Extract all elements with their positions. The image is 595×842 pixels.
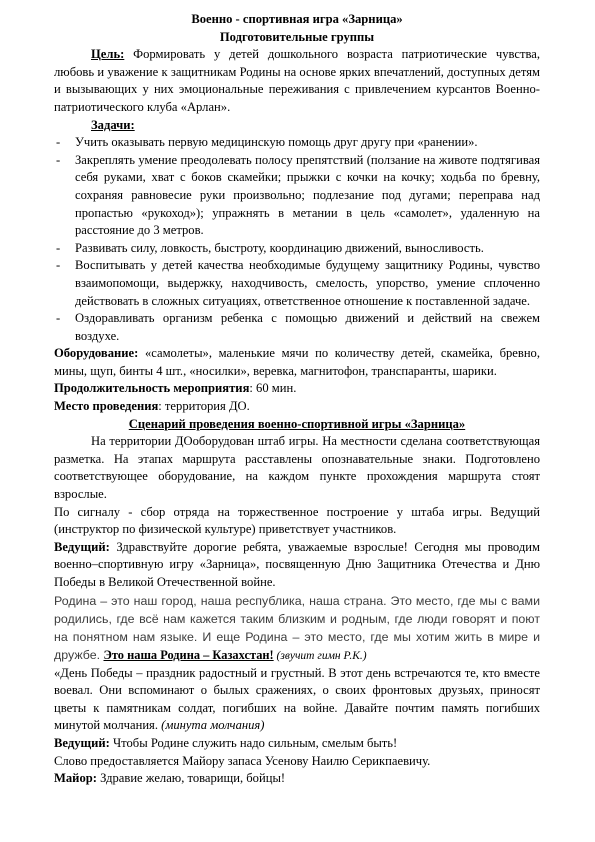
host-label: Ведущий: [54, 539, 110, 554]
equipment-paragraph [54, 345, 540, 380]
doc-title: Военно - спортивная игра «Зарница» [191, 12, 403, 26]
floor-paragraph: Слово предоставляется Майору запаса Усенову Наилю Серикпаевичу. [54, 753, 431, 768]
tasks-list [54, 134, 540, 345]
host-call [54, 735, 540, 753]
host-text: Здравствуйте дорогие ребята, уважаемые взрослые! Сегодня мы проводим военно–спортивную игру «Зарница», посвященную Дню Защитника Отечества и Дню Победы в Великой Отечественной войне. [54, 539, 540, 589]
duration-label: Продолжительность мероприятия [54, 381, 250, 396]
document-content [54, 11, 540, 788]
equipment-label: Оборудование: [54, 346, 139, 361]
place-label: Место проведения [54, 399, 159, 414]
tasks-label: Задачи: [91, 117, 135, 132]
place-paragraph [54, 398, 540, 416]
goal-text: Формировать у детей дошкольного возраста патриотические чувства, любовь и уважение к защитникам Родины на основе ярких впечатлений, доступных детям и вызывающих у них эмоциональные переживания с привлечением курсантов Военно-патриотического клуба «Арлан». [54, 47, 540, 114]
host-label-2: Ведущий: [54, 735, 110, 750]
motherland-paragraph [54, 592, 540, 665]
list-item: - Учить оказывать первую медицинскую помощь друг другу при «ранении». [54, 134, 540, 152]
doc-subtitle: Подготовительные группы [219, 29, 375, 44]
host-text-2: Чтобы Родине служить надо сильным, смелым быть! [109, 735, 398, 750]
victory-paragraph [54, 665, 540, 735]
duration-text: : 60 мин. [249, 381, 297, 396]
list-item: - Развивать силу, ловкость, быстроту, координацию движений, выносливость. [54, 240, 540, 258]
motherland-bold: Это наша Родина – Казахстан! [103, 647, 274, 662]
goal-paragraph [54, 46, 540, 116]
intro-paragraph: На территории ДОоборудован штаб игры. На местности сделана соответствующая разметка. На этапах маршрута расставлены опознавательные знаки. Подготовлено соответствующее оборудование, на каждом пункте прохождения маршрута стоят взрослые. [54, 434, 540, 502]
major-label: Майор: [54, 771, 97, 786]
list-item: - Оздоравливать организм ребенка с помощью движений и действий на свежем воздухе. [54, 310, 540, 345]
duration-paragraph [54, 380, 540, 398]
host-greeting [54, 539, 540, 592]
list-item: - Закреплять умение преодолевать полосу препятствий (ползание на животе подтягивая себя руками, хват с боков скамейки; прыжки с кочки на кочку; ходьба по бревну, сохраняя равновесие руки произвольно; подлезание под дугами; переправа над пропастью «рукоход»); упражнять в метании в цель «самолет», удаленную на расстояние до 3 метров. [54, 152, 540, 240]
major-paragraph [54, 770, 540, 788]
motherland-text: Родина – это наш город, наша республика, наша страна. Это место, где мы с вами родились, где всё нам кажется таким близким и родным, где люди говорят и поют на понятном нам языке. И еще Родина – это место, где мы хотим жить в мире и дружбе. [54, 593, 540, 662]
major-text: Здравие желаю, товарищи, бойцы! [96, 771, 286, 786]
place-text: : территория ДО. [158, 399, 250, 414]
goal-label: Цель: [91, 47, 125, 62]
scenario-title: Сценарий проведения военно-спортивной игры «Зарница» [128, 416, 466, 431]
victory-text: «День Победы – праздник радостный и грустный. В этот день встречаются те, кто вместе воевал. Они вспоминают о былых сражениях, о своих фронтовых друзьях, приносят цветы к памятникам солдат, погибших на войне. Давайте почтим память погибших минутой молчания. [54, 665, 540, 733]
equipment-text: «самолеты», маленькие мячи по количеству детей, скамейка, бревно, мины, щуп, бинты 4 шт., «носилки», веревка, магнитофон, транспаранты, шарики. [54, 346, 540, 378]
silence-note: (минута молчания) [161, 718, 265, 733]
signal-paragraph: По сигналу - сбор отряда на торжественное построение у штаба игры. Ведущий (инструктор по физической культуре) приветствует участников. [54, 504, 540, 537]
list-item: - Воспитывать у детей качества необходимые будущему защитнику Родины, чувство взаимопомощи, выдержку, находчивость, смелость, упорство, умение сплоченно действовать в сложных ситуациях, ответственное отношение к поставленной задаче. [54, 257, 540, 310]
anthem-note: (звучит гимн Р.К.) [273, 649, 367, 662]
tasks-heading [54, 117, 540, 135]
